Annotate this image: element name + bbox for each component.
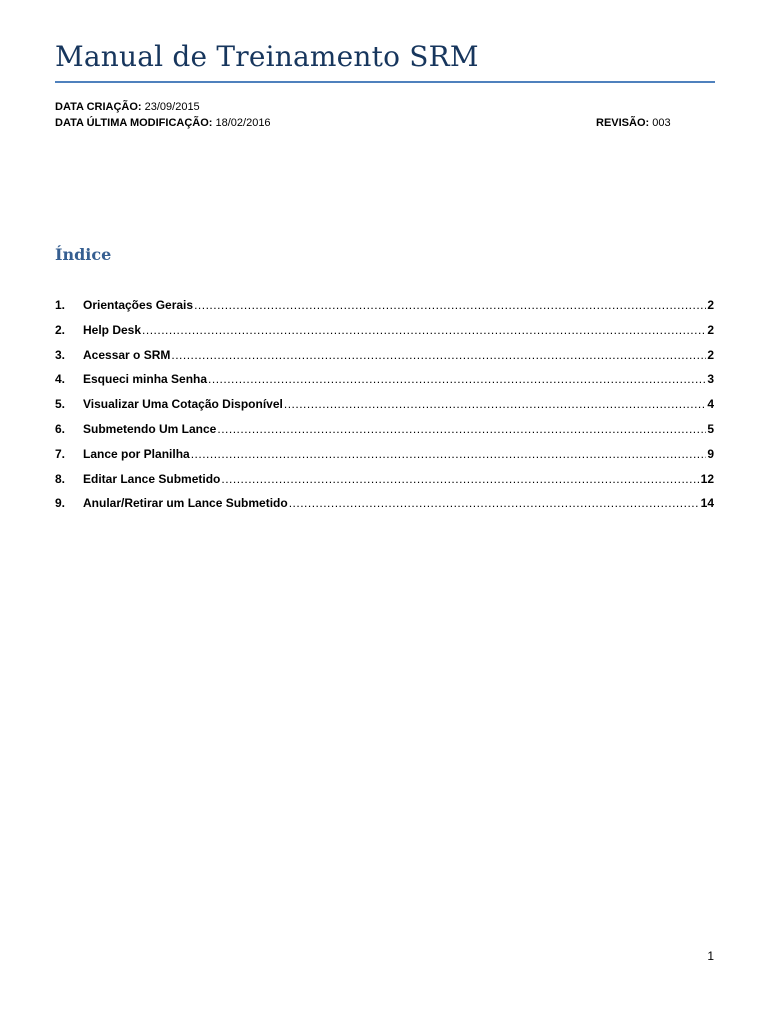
toc-entry-number: 4. bbox=[55, 372, 66, 387]
toc-dot-leader bbox=[221, 472, 699, 486]
toc-entry[interactable] bbox=[55, 298, 714, 323]
toc-dot-leader bbox=[171, 348, 706, 362]
toc-entry-page[interactable]: 2 bbox=[707, 298, 714, 312]
page-number: 1 bbox=[707, 949, 714, 963]
toc-dot-leader bbox=[289, 496, 700, 510]
revision-value: 003 bbox=[652, 117, 671, 129]
toc-entry-page[interactable]: 2 bbox=[707, 347, 714, 362]
toc-heading: Índice bbox=[55, 245, 112, 264]
toc-dot-leader bbox=[208, 372, 706, 386]
toc-entry-title[interactable]: Submetendo Um Lance bbox=[83, 421, 217, 436]
title-underline bbox=[55, 81, 715, 83]
creation-date-line bbox=[55, 101, 200, 113]
revision-label: REVISÃO: bbox=[596, 117, 650, 129]
toc-entry-number: 3. bbox=[55, 347, 66, 362]
toc-entry-title[interactable]: Orientações Gerais bbox=[83, 298, 194, 312]
toc-dot-leader bbox=[142, 323, 706, 337]
table-of-contents bbox=[55, 298, 714, 521]
toc-entry[interactable] bbox=[55, 472, 714, 497]
document-title: Manual de Treinamento SRM bbox=[55, 40, 479, 73]
toc-entry-page[interactable]: 3 bbox=[707, 372, 714, 387]
toc-dot-leader bbox=[284, 397, 706, 411]
creation-date-value: 23/09/2015 bbox=[144, 101, 200, 113]
toc-entry-page[interactable]: 9 bbox=[707, 446, 714, 461]
toc-entry[interactable] bbox=[55, 348, 714, 373]
toc-entry[interactable] bbox=[55, 397, 714, 422]
toc-entry[interactable] bbox=[55, 447, 714, 472]
toc-entry-number: 7. bbox=[55, 446, 66, 461]
toc-entry-page[interactable]: 2 bbox=[707, 322, 714, 337]
toc-entry-title[interactable]: Acessar o SRM bbox=[83, 347, 171, 362]
toc-entry[interactable] bbox=[55, 323, 714, 348]
toc-entry-number: 6. bbox=[55, 421, 66, 436]
toc-entry-title[interactable]: Visualizar Uma Cotação Disponível bbox=[83, 397, 283, 412]
toc-entry-title[interactable]: Lance por Planilha bbox=[83, 446, 190, 461]
toc-entry-number: 9. bbox=[55, 496, 66, 511]
toc-entry[interactable] bbox=[55, 372, 714, 397]
toc-entry-title[interactable]: Editar Lance Submetido bbox=[83, 471, 221, 486]
toc-entry-page[interactable]: 14 bbox=[700, 496, 714, 511]
toc-entry[interactable] bbox=[55, 422, 714, 447]
revision-line bbox=[596, 117, 671, 129]
toc-entry-number: 2. bbox=[55, 322, 66, 337]
toc-dot-leader bbox=[194, 298, 706, 312]
toc-dot-leader bbox=[191, 447, 707, 461]
toc-entry-title[interactable]: Esqueci minha Senha bbox=[83, 372, 208, 387]
toc-entry-number: 5. bbox=[55, 397, 66, 412]
modification-date-label: DATA ÚLTIMA MODIFICAÇÃO: bbox=[55, 117, 213, 129]
modification-date-value: 18/02/2016 bbox=[215, 117, 271, 129]
toc-entry-page[interactable]: 12 bbox=[700, 471, 714, 486]
toc-entry-number: 1. bbox=[55, 298, 66, 312]
toc-entry-title[interactable]: Help Desk bbox=[83, 322, 142, 337]
creation-date-label: DATA CRIAÇÃO: bbox=[55, 101, 142, 113]
toc-entry-page[interactable]: 5 bbox=[707, 421, 714, 436]
toc-entry-title[interactable]: Anular/Retirar um Lance Submetido bbox=[83, 496, 288, 511]
modification-date-line bbox=[55, 117, 271, 129]
toc-dot-leader bbox=[217, 422, 706, 436]
toc-entry[interactable] bbox=[55, 496, 714, 521]
toc-entry-page[interactable]: 4 bbox=[707, 397, 714, 412]
toc-entry-number: 8. bbox=[55, 471, 66, 486]
